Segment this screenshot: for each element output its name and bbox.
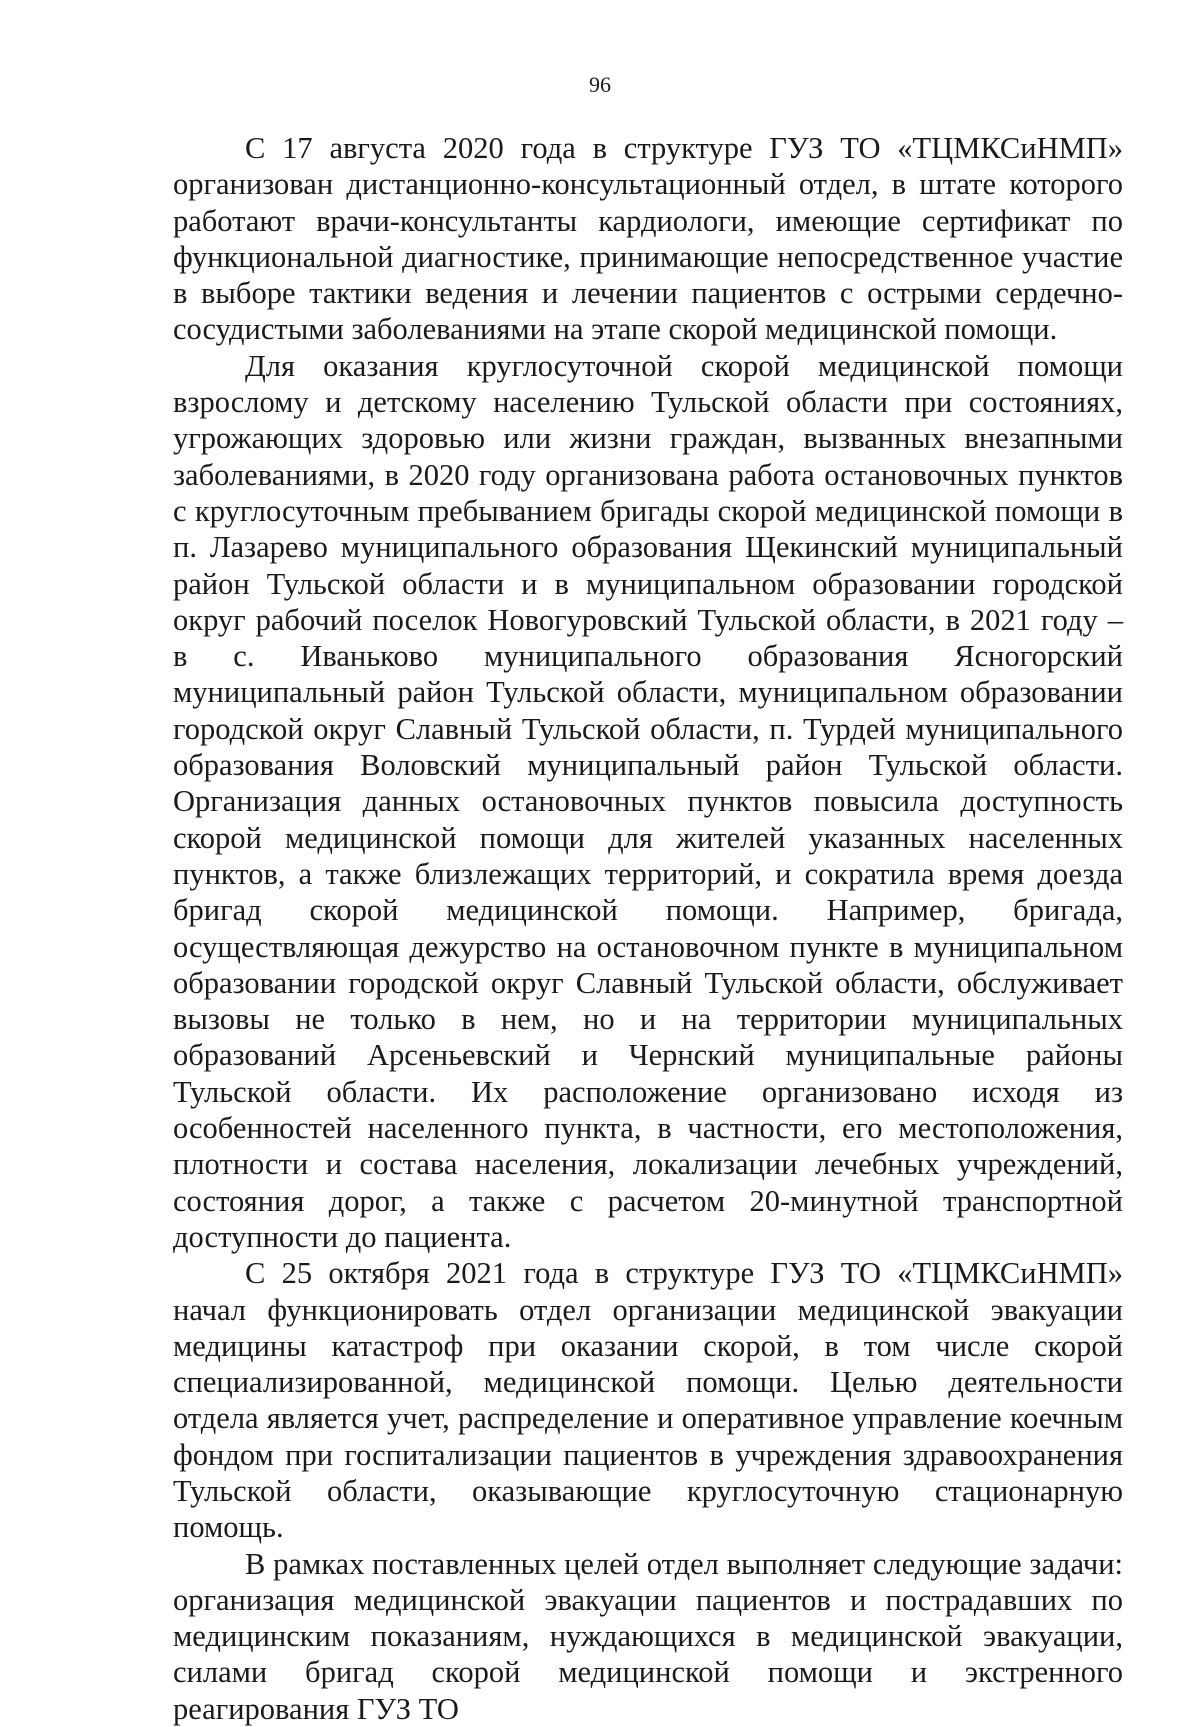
document-body (173, 130, 1123, 1727)
paragraph-4: В рамках поставленных целей отдел выполняет следующие задачи: организация медицинской эвакуации пациентов и пострадавших по медицинским показаниям, нуждающихся в медицинской эвакуации, силами бригад скорой медицинской помощи и экстренного реагирования ГУЗ ТО (173, 1546, 1123, 1726)
paragraph-1: С 17 августа 2020 года в структуре ГУЗ ТО «ТЦМКСиНМП» организован дистанционно-консультационный отдел, в штате которого работают врачи-консультанты кардиологи, имеющие сертификат по функциональной диагностике, принимающие непосредственное участие в выборе тактики ведения и лечении пациентов с острыми сердечно-сосудистыми заболеваниями на этапе скорой медицинской помощи. (173, 131, 1123, 347)
paragraph-2: Для оказания круглосуточной скорой медицинской помощи взрослому и детскому населению Тульской области при состояниях, угрожающих здоровью или жизни граждан, вызванных внезапными заболеваниями, в 2020 году организована работа остановочных пунктов с круглосуточным пребыванием бригады скорой медицинской помощи в п. Лазарево муниципального образования Щекинский муниципальный район Тульской области и в муниципальном образовании городской округ рабочий поселок Новогуровский Тульской области, в 2021 году – в с. Иваньково муниципального образования Ясногорский муниципальный район Тульской области, муниципальном образовании городской округ Славный Тульской области, п. Турдей муниципального образования Воловский муниципальный район Тульской области. Организация данных остановочных пунктов повысила доступность скорой медицинской помощи для жителей указанных населенных пунктов, а также близлежащих территорий, и сократила время доезда бригад скорой медицинской помощи. Например, бригада, осуществляющая дежурство на остановочном пункте в муниципальном образовании городской округ Славный Тульской области, обслуживает вызовы не только в нем, но и на территории муниципальных образований Арсеньевский и Чернский муниципальные районы Тульской области. Их расположение организовано исходя из особенностей населенного пункта, в частности, его местоположения, плотности и состава населения, локализации лечебных учреждений, состояния дорог, а также с расчетом 20-минутной транспортной доступности до пациента. (173, 348, 1123, 1254)
paragraph-3: С 25 октября 2021 года в структуре ГУЗ ТО «ТЦМКСиНМП» начал функционировать отдел организации медицинской эвакуации медицины катастроф при оказании скорой, в том числе скорой специализированной, медицинской помощи. Целью деятельности отдела является учет, распределение и оперативное управление коечным фондом при госпитализации пациентов в учреждения здравоохранения Тульской области, оказывающие круглосуточную стационарную помощь. (173, 1256, 1123, 1545)
page-number: 96 (589, 72, 611, 97)
